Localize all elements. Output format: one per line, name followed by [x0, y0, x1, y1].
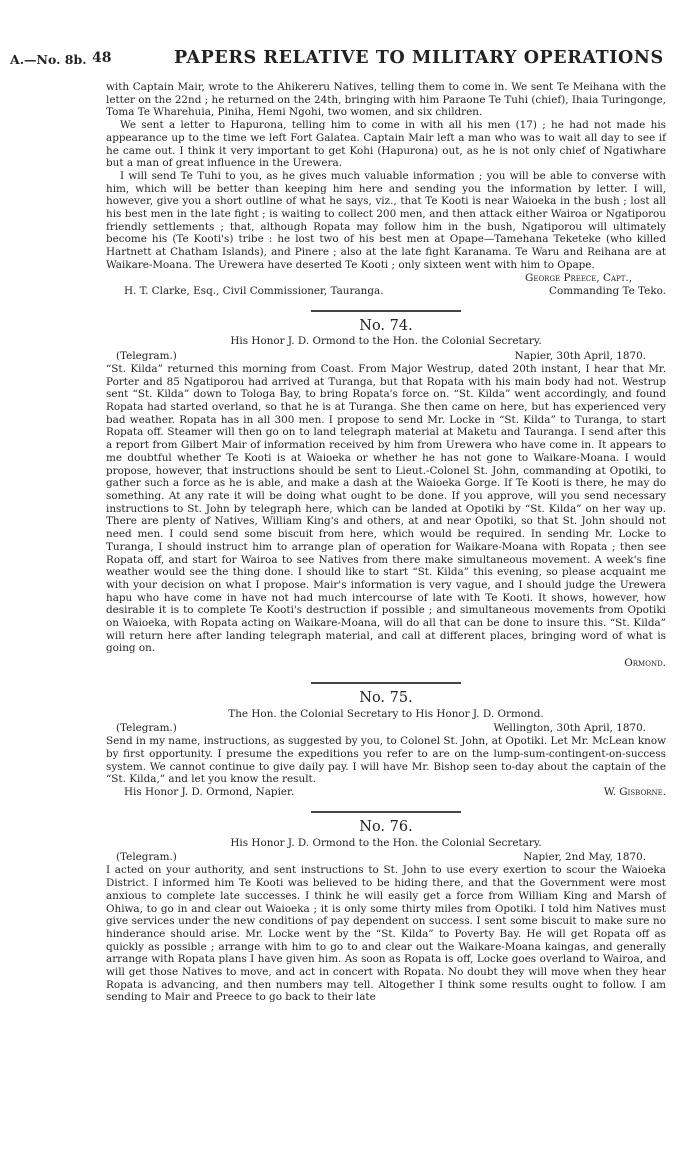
document-number: No. 74.: [359, 317, 413, 334]
document-caption: The Hon. the Colonial Secretary to His Honor J. D. Ormond.: [228, 707, 544, 720]
signature: Ormond.: [624, 657, 666, 670]
place-date: Napier, 2nd May, 1870.: [523, 851, 646, 864]
telegram-body: Send in my name, instructions, as suggested by you, to Colonel St. John, at Opotiki. Let Mr. McLean know by first opportunity. I presume the expeditions you refer to are on the lump-sum-contingent-on-success system. We cannot continue to give daily pay. I will have Mr. Bishop seen to-day about the captain of the “St. Kilda,” and let you know the result.: [106, 735, 666, 786]
intro-signature-row: [106, 272, 666, 285]
intro-addressee-row: [106, 285, 666, 298]
addressee: H. T. Clarke, Esq., Civil Commissioner, Tauranga.: [124, 284, 384, 297]
running-title: PAPERS RELATIVE TO MILITARY OPERATIONS: [174, 48, 664, 68]
document-caption: His Honor J. D. Ormond to the Hon. the Colonial Secretary.: [230, 836, 542, 849]
document-number: No. 76.: [359, 819, 413, 836]
addressee: His Honor J. D. Ormond, Napier.: [124, 786, 295, 799]
document-caption: His Honor J. D. Ormond to the Hon. the Colonial Secretary.: [230, 335, 542, 348]
place-date: Wellington, 30th April, 1870.: [493, 722, 646, 735]
signature-title: Commanding Te Teko.: [549, 284, 666, 297]
telegram-header-row: [106, 722, 666, 735]
telegram-footer-row: [106, 786, 666, 799]
page-header: [10, 48, 700, 70]
section-divider: [311, 811, 461, 813]
telegram-label: (Telegram.): [116, 349, 177, 362]
intro-paragraph: with Captain Mair, wrote to the Ahikereru Natives, telling them to come in. We sent Te Meihana with the letter on the 22nd ; he returned on the 24th, bringing with him Paraone Te Tuhi (chief), Ihaia Turingonge, Toma Te Wharehuia, Piniha, Hemi Ngohi, two women, and six children.: [106, 81, 666, 119]
intro-paragraph: I will send Te Tuhi to you, as he gives much valuable information ; you will be able to converse with him, which will be better than keeping him here and sending you the information by letter. I will, however, give you a short outline of what he says, viz., that Te Kooti is near Waioeka in the bush ; lost all his best men in the late fight ; is waiting to collect 200 men, and then attack either Wairoa or Ngatiporou friendly settlements ; that, although Ropata may follow him in the bush, Ngatiporou will ultimately become his (Te Kooti's) tribe : he lost two of his best men at Opape—Tamehana Teketeke (who killed Hartnett at Chatham Islands), and Pinere ; also at the late fight Karanama. Te Waru and Reihana are at Waikare-Moana. The Urewera have deserted Te Kooti ; only sixteen went with him to Opape.: [106, 169, 666, 271]
section-divider: [311, 682, 461, 684]
telegram-header-row: [106, 851, 666, 864]
intro-paragraph: We sent a letter to Hapurona, telling him to come in with all his men (17) ; he had not made his appearance up to the time we left Fort Galatea. Captain Mair left a man who was to wait all day to see if he came out. I think it very important to get Kohi (Hapurona) out, as he is not only chief of Ngatiwhare but a man of great influence in the Urewera.: [106, 119, 666, 170]
telegram-body: I acted on your authority, and sent instructions to St. John to use every exertion to scour the Waioeka District. I informed him Te Kooti was believed to be hiding there, and that the Government were most anxious to complete late successes. I think he will easily get a force from William King and Marsh of Ohiwa, to go in and clear out Waioeka ; it is only some thirty miles from Opotiki. I told him Natives must give services under the new conditions of pay dependent on success. I sent some biscuit to make sure no hinderance should arise. Mr. Locke went by the “St. Kilda” to Poverty Bay. He will get Ropata off as quickly as possible ; arrange with him to go to and clear out the Waikare-Moana kaingas, and generally arrange with Ropata plans I have given him. As soon as Ropata is off, Locke goes overland to Wairoa, and will get those Natives to move, and act in concert with Ropata. No doubt they will move when they hear Ropata is advancing, and then numbers may tell. Altogether I think some results ought to follow. I am sending to Mair and Preece to go back to their late: [106, 864, 666, 1004]
signature-name: George Preece, Capt.,: [525, 271, 632, 284]
telegram-label: (Telegram.): [116, 722, 177, 735]
section-divider: [311, 310, 461, 312]
page-number: 48: [92, 50, 112, 66]
document-number: No. 75.: [359, 689, 413, 706]
paper-reference: A.—No. 8b.: [10, 52, 87, 67]
telegram-body: “St. Kilda” returned this morning from Coast. From Major Westrup, dated 20th instant, I hear that Mr. Porter and 85 Ngatiporou had arrived at Turanga, but that Ropata with his main body had not. Westrup sent “St. Kilda” down to Tologa Bay, to bring Ropata's force on. “St. Kilda” went accordingly, and found Ropata had started overland, so that he is at Turanga. She then came on here, but has experienced very bad weather. Ropata has in all 300 men. I propose to send Mr. Locke in “St. Kilda” to Turanga, to start Ropata off. Steamer will then go on to land telegraph material at Maketu and Tauranga. I send after this a report from Gilbert Mair of information received by him from Urewera who have come in. It appears to me doubtful whether Te Kooti is at Waioeka or whether he has not gone to Waikare-Moana. I would propose, however, that instructions should be sent to Lieut.-Colonel St. John, commanding at Opotiki, to gather such a force as he is able, and make a dash at the Waioeka Gorge. If Te Kooti is there, he may do something. At any rate it will be doing what ought to be done. If you approve, will you send necessary instructions to St. John by telegraph here, which can be landed at Opotiki by “St. Kilda” on her way up. There are plenty of Natives, William King's and others, at and near Opotiki, so that St. John should not need men. I could send some biscuit from here, which would be required. In sending Mr. Locke to Turanga, I should instruct him to arrange plan of operation for Waikare-Moana with Ropata ; then see Ropata off, and start for Wairoa to see Natives from there make simultaneous movement. A week's fine weather would see the thing done. I should like to start “St. Kilda” this evening, so please acquaint me with your decision on what I propose. Mair's information is very vague, and I should judge the Urewera hapu who have come in have not had much intercourse of late with Te Kooti. It shows, however, how desirable it is to complete Te Kooti's destruction if possible ; and simultaneous movements from Opotiki on Waioeka, with Ropata acting on Waikare-Moana, will do all that can be done to insure this. “St. Kilda” will return here after landing telegraph material, and call at different places, bringing word of what is going on.: [106, 362, 666, 655]
telegram-label: (Telegram.): [116, 851, 177, 864]
telegram-header-row: [106, 350, 666, 363]
document-body: [106, 81, 666, 1004]
signature: W. Gisborne.: [603, 786, 666, 799]
place-date: Napier, 30th April, 1870.: [514, 349, 646, 362]
